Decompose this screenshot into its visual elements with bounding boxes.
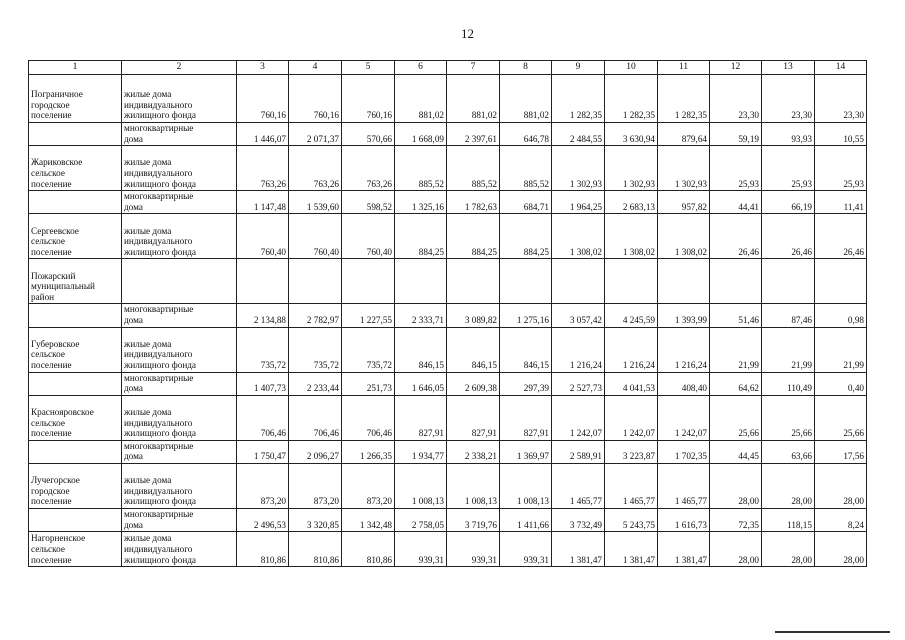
municipality-cell: Лучегорское городское поселение	[29, 463, 122, 508]
value-cell: 23,30	[762, 75, 815, 123]
value-cell: 8,24	[815, 508, 867, 531]
value-cell: 810,86	[237, 532, 289, 567]
value-cell: 408,40	[658, 372, 710, 395]
value-cell: 1 407,73	[237, 372, 289, 395]
value-cell: 3 719,76	[447, 508, 500, 531]
value-cell: 2 096,27	[289, 440, 342, 463]
housing-type-cell: многоквартирные дома	[122, 372, 237, 395]
value-cell: 4 041,53	[605, 372, 658, 395]
value-cell: 1 750,47	[237, 440, 289, 463]
value-cell: 1 465,77	[658, 463, 710, 508]
value-cell: 23,30	[815, 75, 867, 123]
table-row	[29, 372, 867, 395]
value-cell: 1 465,77	[605, 463, 658, 508]
value-cell	[605, 259, 658, 304]
column-number: 1	[29, 61, 122, 75]
value-cell: 1 381,47	[658, 532, 710, 567]
value-cell: 28,00	[815, 463, 867, 508]
value-cell: 44,45	[710, 440, 762, 463]
value-cell: 2 589,91	[552, 440, 605, 463]
value-cell: 44,41	[710, 191, 762, 214]
value-cell: 1 242,07	[605, 395, 658, 440]
value-cell: 26,46	[710, 214, 762, 259]
housing-type-cell	[122, 259, 237, 304]
column-number: 3	[237, 61, 289, 75]
housing-type-cell: многоквартирные дома	[122, 508, 237, 531]
table-row	[29, 440, 867, 463]
housing-type-cell: жилые дома индивидуального жилищного фонда	[122, 395, 237, 440]
value-cell: 1 381,47	[605, 532, 658, 567]
value-cell: 25,66	[762, 395, 815, 440]
value-cell: 17,56	[815, 440, 867, 463]
table-row	[29, 304, 867, 327]
value-cell: 28,00	[762, 463, 815, 508]
value-cell: 1 308,02	[658, 214, 710, 259]
value-cell: 1 381,47	[552, 532, 605, 567]
value-cell: 1 216,24	[552, 327, 605, 372]
value-cell: 684,71	[500, 191, 552, 214]
value-cell: 735,72	[237, 327, 289, 372]
housing-type-cell: жилые дома индивидуального жилищного фонда	[122, 327, 237, 372]
value-cell: 1 216,24	[658, 327, 710, 372]
value-cell: 846,15	[447, 327, 500, 372]
value-cell: 3 057,42	[552, 304, 605, 327]
column-number: 12	[710, 61, 762, 75]
table-row	[29, 259, 867, 304]
value-cell: 1 282,35	[552, 75, 605, 123]
value-cell: 1 539,60	[289, 191, 342, 214]
value-cell: 1 342,48	[342, 508, 395, 531]
value-cell: 763,26	[289, 146, 342, 191]
value-cell: 760,16	[289, 75, 342, 123]
value-cell: 297,39	[500, 372, 552, 395]
value-cell: 63,66	[762, 440, 815, 463]
value-cell: 885,52	[500, 146, 552, 191]
value-cell: 884,25	[500, 214, 552, 259]
value-cell: 846,15	[395, 327, 447, 372]
municipality-cell: Нагорненское сельское поселение	[29, 532, 122, 567]
value-cell: 1 308,02	[552, 214, 605, 259]
value-cell: 1 008,13	[395, 463, 447, 508]
value-cell: 1 275,16	[500, 304, 552, 327]
municipality-cell	[29, 191, 122, 214]
value-cell	[815, 259, 867, 304]
value-cell: 1 668,09	[395, 123, 447, 146]
value-cell: 87,46	[762, 304, 815, 327]
value-cell: 59,19	[710, 123, 762, 146]
table-row	[29, 327, 867, 372]
value-cell: 1 308,02	[605, 214, 658, 259]
table-row	[29, 214, 867, 259]
value-cell: 1 008,13	[500, 463, 552, 508]
value-cell	[237, 259, 289, 304]
value-cell	[762, 259, 815, 304]
value-cell: 2 527,73	[552, 372, 605, 395]
housing-type-cell: жилые дома индивидуального жилищного фонда	[122, 214, 237, 259]
value-cell: 1 369,97	[500, 440, 552, 463]
value-cell: 1 446,07	[237, 123, 289, 146]
value-cell: 21,99	[815, 327, 867, 372]
housing-type-cell: многоквартирные дома	[122, 191, 237, 214]
value-cell	[342, 259, 395, 304]
value-cell: 957,82	[658, 191, 710, 214]
table-row	[29, 123, 867, 146]
value-cell: 760,40	[289, 214, 342, 259]
municipality-cell: Краснояровское сельское поселение	[29, 395, 122, 440]
municipality-cell	[29, 372, 122, 395]
value-cell: 1 325,16	[395, 191, 447, 214]
value-cell: 881,02	[500, 75, 552, 123]
value-cell: 570,66	[342, 123, 395, 146]
value-cell: 706,46	[237, 395, 289, 440]
value-cell: 28,00	[815, 532, 867, 567]
value-cell: 2 758,05	[395, 508, 447, 531]
value-cell: 1 147,48	[237, 191, 289, 214]
housing-type-cell: жилые дома индивидуального жилищного фонда	[122, 146, 237, 191]
value-cell: 21,99	[710, 327, 762, 372]
value-cell: 1 616,73	[658, 508, 710, 531]
table-row	[29, 463, 867, 508]
value-cell: 939,31	[447, 532, 500, 567]
municipality-cell: Сергеевское сельское поселение	[29, 214, 122, 259]
value-cell: 763,26	[237, 146, 289, 191]
value-cell: 25,66	[710, 395, 762, 440]
table-row	[29, 75, 867, 123]
housing-type-cell: многоквартирные дома	[122, 304, 237, 327]
value-cell: 2 338,21	[447, 440, 500, 463]
scan-edge-line	[775, 631, 890, 633]
value-cell: 2 071,37	[289, 123, 342, 146]
value-cell: 810,86	[342, 532, 395, 567]
value-cell: 735,72	[289, 327, 342, 372]
value-cell: 884,25	[447, 214, 500, 259]
housing-type-cell: многоквартирные дома	[122, 440, 237, 463]
value-cell: 1 702,35	[658, 440, 710, 463]
housing-type-cell: жилые дома индивидуального жилищного фонда	[122, 463, 237, 508]
column-number: 6	[395, 61, 447, 75]
value-cell: 760,16	[342, 75, 395, 123]
column-number: 13	[762, 61, 815, 75]
value-cell: 25,93	[762, 146, 815, 191]
value-cell: 1 302,93	[605, 146, 658, 191]
value-cell: 3 089,82	[447, 304, 500, 327]
value-cell: 706,46	[289, 395, 342, 440]
value-cell: 26,46	[762, 214, 815, 259]
value-cell: 2 333,71	[395, 304, 447, 327]
value-cell: 939,31	[500, 532, 552, 567]
column-number: 10	[605, 61, 658, 75]
value-cell: 1 282,35	[605, 75, 658, 123]
column-number: 2	[122, 61, 237, 75]
value-cell: 2 397,61	[447, 123, 500, 146]
tariff-table	[28, 60, 867, 567]
value-cell: 2 683,13	[605, 191, 658, 214]
value-cell: 1 242,07	[552, 395, 605, 440]
column-number: 7	[447, 61, 500, 75]
municipality-cell	[29, 440, 122, 463]
column-number-row	[29, 61, 867, 75]
value-cell: 884,25	[395, 214, 447, 259]
value-cell: 760,40	[342, 214, 395, 259]
table-row	[29, 191, 867, 214]
value-cell: 1 242,07	[658, 395, 710, 440]
value-cell: 2 233,44	[289, 372, 342, 395]
value-cell: 1 964,25	[552, 191, 605, 214]
value-cell: 0,98	[815, 304, 867, 327]
value-cell: 72,35	[710, 508, 762, 531]
value-cell: 1 411,66	[500, 508, 552, 531]
value-cell: 827,91	[447, 395, 500, 440]
value-cell: 28,00	[710, 463, 762, 508]
table-row	[29, 395, 867, 440]
value-cell: 25,93	[710, 146, 762, 191]
column-number: 11	[658, 61, 710, 75]
value-cell: 827,91	[500, 395, 552, 440]
value-cell: 598,52	[342, 191, 395, 214]
value-cell: 4 245,59	[605, 304, 658, 327]
value-cell: 2 496,53	[237, 508, 289, 531]
column-number: 4	[289, 61, 342, 75]
value-cell: 2 609,38	[447, 372, 500, 395]
value-cell: 735,72	[342, 327, 395, 372]
value-cell: 873,20	[289, 463, 342, 508]
column-number: 14	[815, 61, 867, 75]
municipality-cell: Пожарский муниципальный район	[29, 259, 122, 304]
value-cell: 64,62	[710, 372, 762, 395]
value-cell: 939,31	[395, 532, 447, 567]
value-cell: 1 302,93	[658, 146, 710, 191]
value-cell: 66,19	[762, 191, 815, 214]
municipality-cell	[29, 508, 122, 531]
value-cell: 10,55	[815, 123, 867, 146]
value-cell: 251,73	[342, 372, 395, 395]
value-cell: 873,20	[237, 463, 289, 508]
value-cell: 25,66	[815, 395, 867, 440]
value-cell: 1 008,13	[447, 463, 500, 508]
municipality-cell	[29, 304, 122, 327]
value-cell: 2 134,88	[237, 304, 289, 327]
value-cell: 51,46	[710, 304, 762, 327]
column-number: 5	[342, 61, 395, 75]
value-cell: 25,93	[815, 146, 867, 191]
value-cell: 28,00	[762, 532, 815, 567]
value-cell: 881,02	[447, 75, 500, 123]
table-body	[29, 61, 867, 567]
value-cell: 846,15	[500, 327, 552, 372]
value-cell: 3 732,49	[552, 508, 605, 531]
value-cell: 21,99	[762, 327, 815, 372]
column-number: 9	[552, 61, 605, 75]
column-number: 8	[500, 61, 552, 75]
value-cell	[710, 259, 762, 304]
municipality-cell: Пограничное городское поселение	[29, 75, 122, 123]
value-cell: 1 302,93	[552, 146, 605, 191]
value-cell: 3 630,94	[605, 123, 658, 146]
value-cell: 2 782,97	[289, 304, 342, 327]
value-cell: 706,46	[342, 395, 395, 440]
value-cell: 0,40	[815, 372, 867, 395]
value-cell: 1 646,05	[395, 372, 447, 395]
value-cell: 881,02	[395, 75, 447, 123]
value-cell: 646,78	[500, 123, 552, 146]
value-cell: 1 393,99	[658, 304, 710, 327]
value-cell: 873,20	[342, 463, 395, 508]
value-cell	[447, 259, 500, 304]
value-cell: 2 484,55	[552, 123, 605, 146]
value-cell: 760,40	[237, 214, 289, 259]
value-cell: 885,52	[447, 146, 500, 191]
municipality-cell	[29, 123, 122, 146]
value-cell: 760,16	[237, 75, 289, 123]
value-cell	[500, 259, 552, 304]
value-cell: 11,41	[815, 191, 867, 214]
value-cell: 3 223,87	[605, 440, 658, 463]
value-cell: 3 320,85	[289, 508, 342, 531]
value-cell: 26,46	[815, 214, 867, 259]
value-cell	[552, 259, 605, 304]
value-cell: 93,93	[762, 123, 815, 146]
table-row	[29, 146, 867, 191]
value-cell: 879,64	[658, 123, 710, 146]
value-cell: 1 934,77	[395, 440, 447, 463]
page-number: 12	[461, 26, 474, 41]
value-cell: 1 782,63	[447, 191, 500, 214]
table-row	[29, 508, 867, 531]
housing-type-cell: жилые дома индивидуального жилищного фонда	[122, 75, 237, 123]
value-cell: 23,30	[710, 75, 762, 123]
value-cell: 1 282,35	[658, 75, 710, 123]
value-cell	[658, 259, 710, 304]
value-cell: 885,52	[395, 146, 447, 191]
value-cell: 763,26	[342, 146, 395, 191]
value-cell: 810,86	[289, 532, 342, 567]
value-cell: 827,91	[395, 395, 447, 440]
table-row	[29, 532, 867, 567]
municipality-cell: Жариковское сельское поселение	[29, 146, 122, 191]
value-cell	[395, 259, 447, 304]
housing-type-cell: многоквартирные дома	[122, 123, 237, 146]
housing-type-cell: жилые дома индивидуального жилищного фонда	[122, 532, 237, 567]
value-cell: 1 227,55	[342, 304, 395, 327]
value-cell: 1 216,24	[605, 327, 658, 372]
value-cell: 5 243,75	[605, 508, 658, 531]
value-cell: 1 465,77	[552, 463, 605, 508]
value-cell: 110,49	[762, 372, 815, 395]
value-cell: 1 266,35	[342, 440, 395, 463]
value-cell	[289, 259, 342, 304]
value-cell: 28,00	[710, 532, 762, 567]
value-cell: 118,15	[762, 508, 815, 531]
municipality-cell: Губеровское сельское поселение	[29, 327, 122, 372]
